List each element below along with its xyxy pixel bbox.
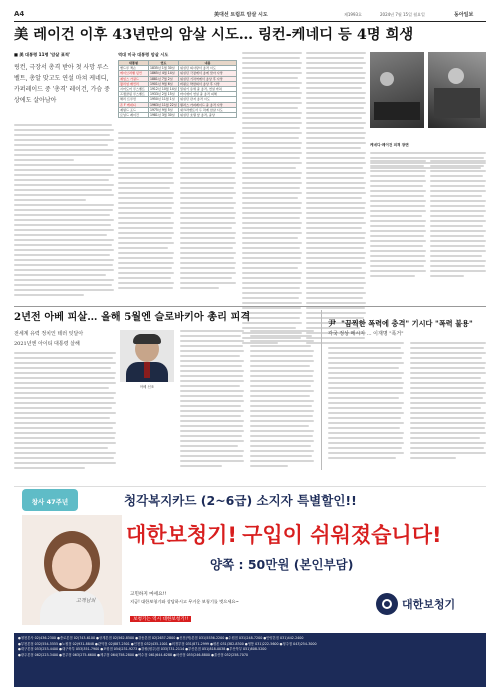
table-cell: 로널드 레이건 (119, 113, 149, 118)
table-cell: 버펄로 박람회서 총상 후 사망 (179, 81, 237, 86)
table-cell: 1881년 7월 2일 (149, 76, 179, 81)
abe-photo (120, 330, 174, 382)
main-article-body-center (242, 52, 302, 347)
header-rule (14, 21, 486, 22)
abe-photo-caption: 아베 신조 (139, 385, 155, 389)
third-kicker: 尹 (328, 318, 336, 328)
ad-model-photo (22, 515, 122, 625)
table-cell: 1933년 2월 15일 (149, 92, 179, 97)
anniversary-badge (22, 489, 78, 511)
photo-caption-title: 케네디-레이건 피격 장면 (370, 143, 409, 147)
table-cell: 워싱턴 극장에서 총에 맞아 사망 (179, 71, 237, 76)
ad-bottom-1: 고민하지 마세요!! (130, 592, 167, 597)
table-cell: 워싱턴 의사당서 총격 시도 (179, 66, 237, 71)
kennedy-photo (370, 52, 424, 128)
main-article-body-left (14, 124, 114, 299)
ad-main-line (126, 519, 486, 549)
table-cell: 해리 트루먼 (119, 97, 149, 102)
branch-row: ●부천본점 032)554-5555 ●노원점 02)931-8848 ●관악점 02)887-2501 ●인천점 032)435-1001 ●의정부점 031)871-2999 ●평촌 031)382-8300 ●영통 031)222-5600 ●청주점 043)254-3000 (18, 641, 317, 646)
hearing-aid-ad[interactable] (14, 486, 486, 687)
ad-main-line-2: 구입이 쉬워졌습니다! (242, 523, 442, 547)
branch-row: ●광주본점 062)223-3400 ●전주점 063)275-6600 ●제주점 064)758-2800 ●여수점 061)644-6288 ●마산점 055)246-8800 ●울산점 052)258-7070 (18, 652, 249, 657)
table-cell: 마이애미 연설 중 총격 피해 (179, 92, 237, 97)
third-article-body-right (410, 342, 486, 462)
second-headline: 2년전 아베 피살… 올해 5월엔 슬로바키아 총리 피격 (14, 311, 251, 323)
third-headline (328, 311, 488, 330)
ad-bottom-text (130, 591, 360, 624)
table-cell: 시어도어 루스벨트 (119, 87, 149, 92)
second-subhead-1: 전세계 유력 정치인 테러 잇달아 (14, 331, 84, 337)
paper-name: 동아일보 (454, 12, 474, 18)
table-cell: 1981년 3월 30일 (149, 113, 179, 118)
issue-date: 2024년 7월 15일 월요일 (380, 12, 425, 17)
table-cell: 1901년 9월 6일 (149, 81, 179, 86)
main-kicker: ■ 美 대통령 11명 '암살 표적' (14, 52, 71, 57)
table-cell: 제럴드 포드 (119, 107, 149, 112)
logo-text: 대한보청기 (402, 598, 456, 611)
main-article-body-mid (118, 132, 174, 292)
main-article-body-mid2 (180, 132, 236, 292)
main-article-body-right (370, 160, 426, 280)
table-row (119, 113, 237, 118)
second-article-body-right (250, 330, 314, 470)
table-cell: 앤드루 잭슨 (119, 66, 149, 71)
table-header-cell: 연도 (149, 61, 179, 66)
table-cell: 새크라멘토서 두 차례 암살 시도 (179, 107, 237, 112)
table-cell: 1865년 4월 14일 (149, 71, 179, 76)
issue-number: 제1993호 (344, 12, 362, 17)
table-cell: 1975년 9월 5일 (149, 107, 179, 112)
table-cell: 댈러스 카퍼레이드 중 총격 사망 (179, 102, 237, 107)
assassination-table (118, 52, 236, 118)
table-cell: 밀워키 유세 중 총격, 연설 마쳐 (179, 87, 237, 92)
table-cell: 윌리엄 매킨리 (119, 81, 149, 86)
branch-row: ●대구본점 053)253-4400 ●대구북부 053)351-7900 ●포항점 054)231-9273 ●강원(원주)점 033)731-2114 ●부산본점 051)818-0038 ●부산북부 051)808-5200 (18, 647, 267, 652)
table-grid (118, 60, 237, 118)
reagan-photo (428, 52, 486, 128)
main-article-body-right2 (430, 160, 486, 280)
second-article-body-left (14, 352, 116, 472)
table-title: 역대 미국 대통령 암살 시도 (118, 52, 169, 57)
third-subhead: 각국 정상 메시지 … 이재명 "폭거" (328, 331, 404, 337)
table-cell: 워싱턴 관저 총격 시도 (179, 97, 237, 102)
ad-title: 청각복지카드 (2~6급) 소지자 특별할인!! (124, 493, 357, 508)
branch-row: ●청천본사 02)436-2300 ●종로본점 02)743-6100 ●상계본점 02)562-8500 ●강동본점 02)2637-2800 ●신천(역)본점 031)5536-2200 ●수원점 031)248-7200 ●안양본점 031)442-2400 (18, 636, 304, 640)
table-cell: 1950년 11월 1일 (149, 97, 179, 102)
anniversary-badge-text: 창사 47주년 (31, 498, 69, 506)
logo-mark-icon (376, 593, 398, 615)
table-header-cell: 내용 (179, 61, 237, 66)
table-cell: 프랭클린 루스벨트 (119, 92, 149, 97)
main-article-body-center2 (306, 52, 366, 347)
column-divider (321, 310, 322, 470)
table-cell: 1963년 11월 22일 (150, 102, 177, 107)
second-article-body-mid (180, 330, 244, 470)
section-divider (14, 306, 486, 307)
third-headline-text: "끔찍한 폭력에 충격" 기시다 "폭력 불용" (341, 319, 473, 328)
ad-price: 양쪽 : 50만원 (본인부담) (210, 557, 354, 572)
ad-bottom-3: 보청기는 역시 대한보청기!! (130, 616, 191, 622)
section-name: 美대선 트럼프 암살 시도 (214, 12, 268, 18)
page-header (14, 10, 486, 20)
ad-main-line-1: 대한보청기! (126, 523, 238, 547)
main-subhead: 링컨, 극장서 총격 받아 첫 사망 루스벨트, 총알 맞고도 연설 마쳐 케네디, 카퍼레이드 중 '총격' 레이건, 가슴 중상에도 살아남아 (14, 64, 110, 104)
table-cell: 워싱턴 기차역에서 총상 후 사망 (179, 76, 237, 81)
second-subhead-2: 2021년엔 아이티 대통령 살해 (14, 341, 80, 347)
table-cell: 워싱턴 호텔 앞 총격, 중상 (179, 113, 237, 118)
main-headline: 美 레이건 이후 43년만의 암살 시도… 링컨-케네디 등 4명 희생 (14, 27, 414, 43)
third-article-body-left (328, 342, 404, 462)
ad-signature: 고객님의 (76, 598, 96, 604)
ad-logo (376, 591, 484, 617)
ad-branch-list (14, 633, 486, 687)
table-cell: 제임스 가필드 (119, 76, 149, 81)
table-cell: 1912년 10월 14일 (150, 87, 177, 92)
table-cell: 1835년 1월 30일 (149, 66, 179, 71)
ad-bottom-2: 지금! 대한보청기와 상담하시고 무거운 보청기를 벗으세요~ (130, 599, 239, 604)
table-cell: 에이브러햄 링컨 (119, 71, 149, 76)
table-cell: 존 F 케네디 (119, 102, 149, 107)
table-header-cell: 대통령 (119, 61, 149, 66)
page-number: A4 (14, 10, 25, 18)
